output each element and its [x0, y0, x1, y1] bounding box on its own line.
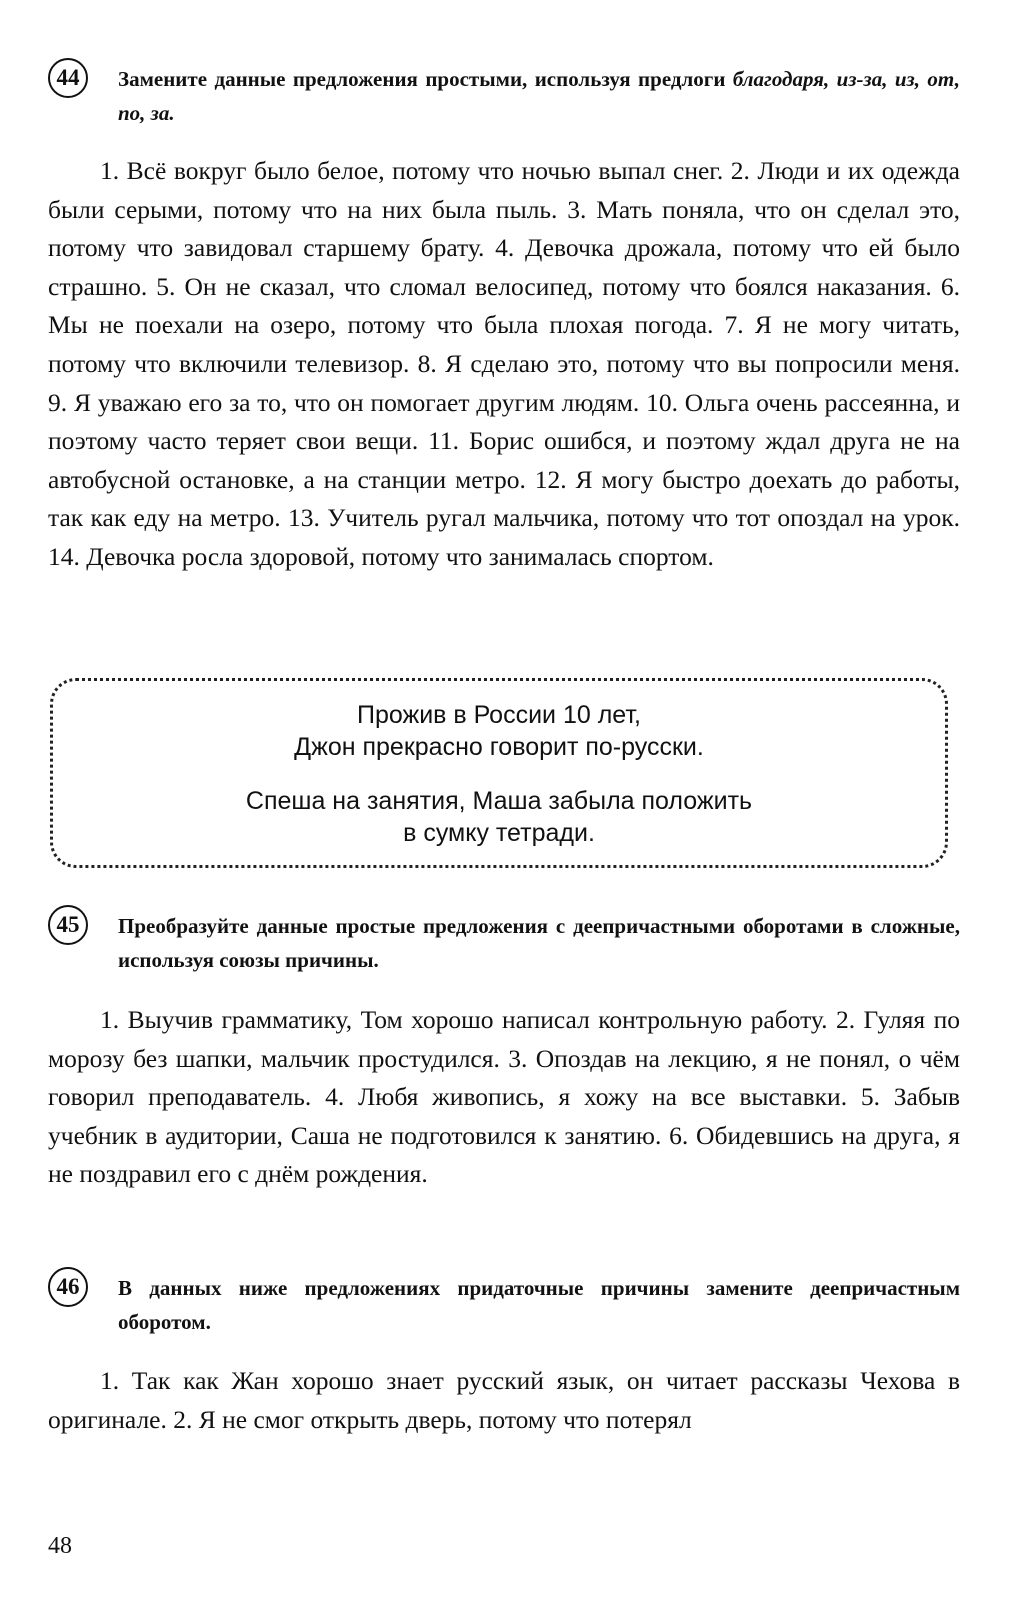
example-1: [53, 699, 945, 763]
exercise-number-badge: 45: [48, 905, 88, 945]
task-prepositions: благодаря, из-за, из, от, по, за.: [118, 67, 960, 125]
exercise-number-badge: 44: [48, 58, 88, 98]
example-box: [50, 678, 948, 868]
example-line: Прожив в России 10 лет,: [356, 701, 642, 729]
example-line: Спеша на занятия, Маша забыла положить: [245, 787, 753, 815]
example-2: [53, 785, 945, 849]
example-line: в сумку тетради.: [403, 819, 595, 847]
exercise-task: В данных ниже предложениях придаточные причины замените деепричастным оборотом.: [118, 1276, 960, 1334]
example-line: Джон прекрасно говорит по-русски.: [294, 733, 704, 761]
exercise-46-text: 1. Так как Жан хорошо знает русский язык, он читает рассказы Чехова в оригинале. 2. Я не смог открыть дверь, потому что потерял: [48, 1366, 960, 1434]
exercise-number-badge: 46: [48, 1267, 88, 1307]
exercise-45-text: 1. Выучив грамматику, Том хорошо написал контрольную работу. 2. Гуляя по морозу без шапки, мальчик простудился. 3. Опоздав на лекцию, я не понял, о чём говорил преподаватель. 4. Любя живопись, я хожу на все выставки. 5. Забыв учебник в аудитории, Саша не подготовился к занятию. 6. Обидевшись на друга, я не поздравил его с днём рождения.: [48, 1005, 960, 1189]
exercise-44-text: 1. Всё вокруг было белое, потому что ночью выпал снег. 2. Люди и их одежда были серыми, потому что на них была пыль. 3. Мать поняла, что он сделал это, потому что завидовал старшему брату. 4. Девочка дрожала, потому что ей было страшно. 5. Он не сказал, что сломал велосипед, потому что боялся наказания. 6. Мы не поехали на озеро, потому что была плохая погода. 7. Я не могу читать, потому что включили телевизор. 8. Я сделаю это, потому что вы попросили меня. 9. Я уважаю его за то, что он помогает другим людям. 10. Ольга очень рассеянна, и поэтому часто теряет свои вещи. 11. Борис ошибся, и поэтому ждал друга не на автобусной остановке, а на станции метро. 12. Я могу быстро доехать до работы, так как еду на метро. 13. Учитель ругал мальчика, потому что тот опоздал на урок. 14. Девочка росла здоровой, потому что занималась спортом.: [48, 156, 960, 571]
exercise-task: Преобразуйте данные простые предложения с деепричастными оборотами в сложные, используя союзы причины.: [118, 914, 960, 972]
page-number: 48: [48, 1533, 72, 1559]
task-text: Замените данные предложения простыми, используя предлоги: [118, 67, 726, 91]
exercise-task: [118, 62, 960, 130]
